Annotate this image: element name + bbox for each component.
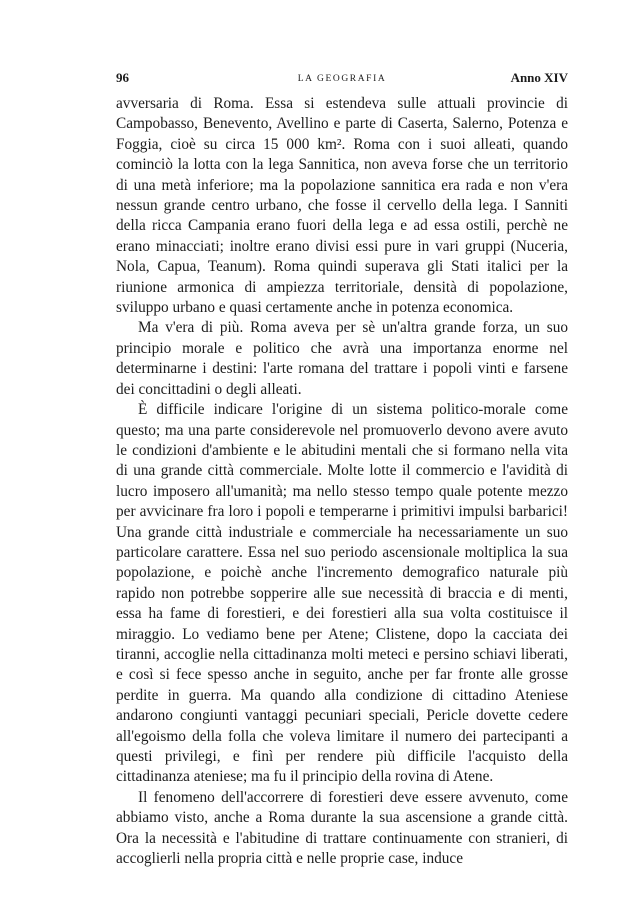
body-text [116, 94, 568, 869]
paragraph: Ma v'era di più. Roma aveva per sè un'altra grande forza, un suo principio morale e politico che avrà una importanza enorme nel determinarne i destini: l'arte romana del trattare i popoli vinti e farsene dei concittadini o degli alleati. [116, 319, 568, 398]
journal-title: LA GEOGRAFIA [297, 74, 387, 84]
running-header [116, 70, 568, 86]
paragraph-continued: avversaria di Roma. Essa si estendeva sulle attuali provincie di Campobasso, Benevento, Avellino e parte di Caserta, Salerno, Potenza e Foggia, cioè su circa 15 000 km². Roma con i suoi alleati, quando cominciò la lotta con la lega Sannitica, non aveva forse che un territorio di una metà inferiore; ma la popolazione sannitica era rada e non v'era nessun grande centro urbano, che fosse il cervello della lega. I Sanniti della ricca Campania erano fuori della lega e ad essa ostili, perchè ne erano minacciati; inoltre erano divisi essi pure in vari gruppi (Nuceria, Nola, Capua, Teanum). Roma quindi superava gli Stati italici per la riunione armonica di ampiezza territoriale, densità di popolazione, sviluppo urbano e quasi certamente anche in potenza economica. [116, 95, 568, 317]
paragraph: Il fenomeno dell'accorrere di forestieri deve essere avvenuto, come abbiamo visto, anche a Roma durante la sua ascensione a grande città. Ora la necessità e l'abitudine di trattare continuamente con stranieri, di accoglierli nella propria città e nelle proprie case, induce [116, 788, 568, 868]
volume-label: Anno XIV [510, 70, 568, 85]
page-number: 96 [116, 70, 129, 85]
paragraph: È difficile indicare l'origine di un sistema politico-morale come questo; ma una parte considerevole nel promuoverlo devono avere avuto le condizioni d'ambiente e le abitudini mentali che si formano nella vita di una grande città commerciale. Molte lotte il commercio e l'avidità di lucro imposero all'umanità; ma nello stesso tempo quale potente mezzo per avvicinare fra loro i popoli e temperarne i primitivi impulsi barbarici! Una grande città industriale e commerciale ha necessariamente un suo particolare carattere. Essa nel suo periodo ascensionale moltiplica la sua popolazione, e poichè anche l'incremento demografico naturale più rapido non potrebbe sopperire alle sue necessità di braccia e di menti, essa ha fame di forestieri, e dei forestieri alla sua volta costituisce il miraggio. Lo vediamo bene per Atene; Clistene, dopo la cacciata dei tiranni, accoglie nella cittadinanza molti meteci e persino schiavi liberati, e così si fece spesso anche in seguito, anche per far fronte alle grosse perdite in guerra. Ma quando alla condizione di cittadino Ateniese andarono congiunti vantaggi pecuniari speciali, Pericle dovette cedere all'egoismo della folla che voleva limitare il numero dei partecipanti a questi privilegi, e finì per rendere più difficile l'acquisto della cittadinanza ateniese; ma fu il principio della rovina di Atene. [116, 401, 568, 786]
